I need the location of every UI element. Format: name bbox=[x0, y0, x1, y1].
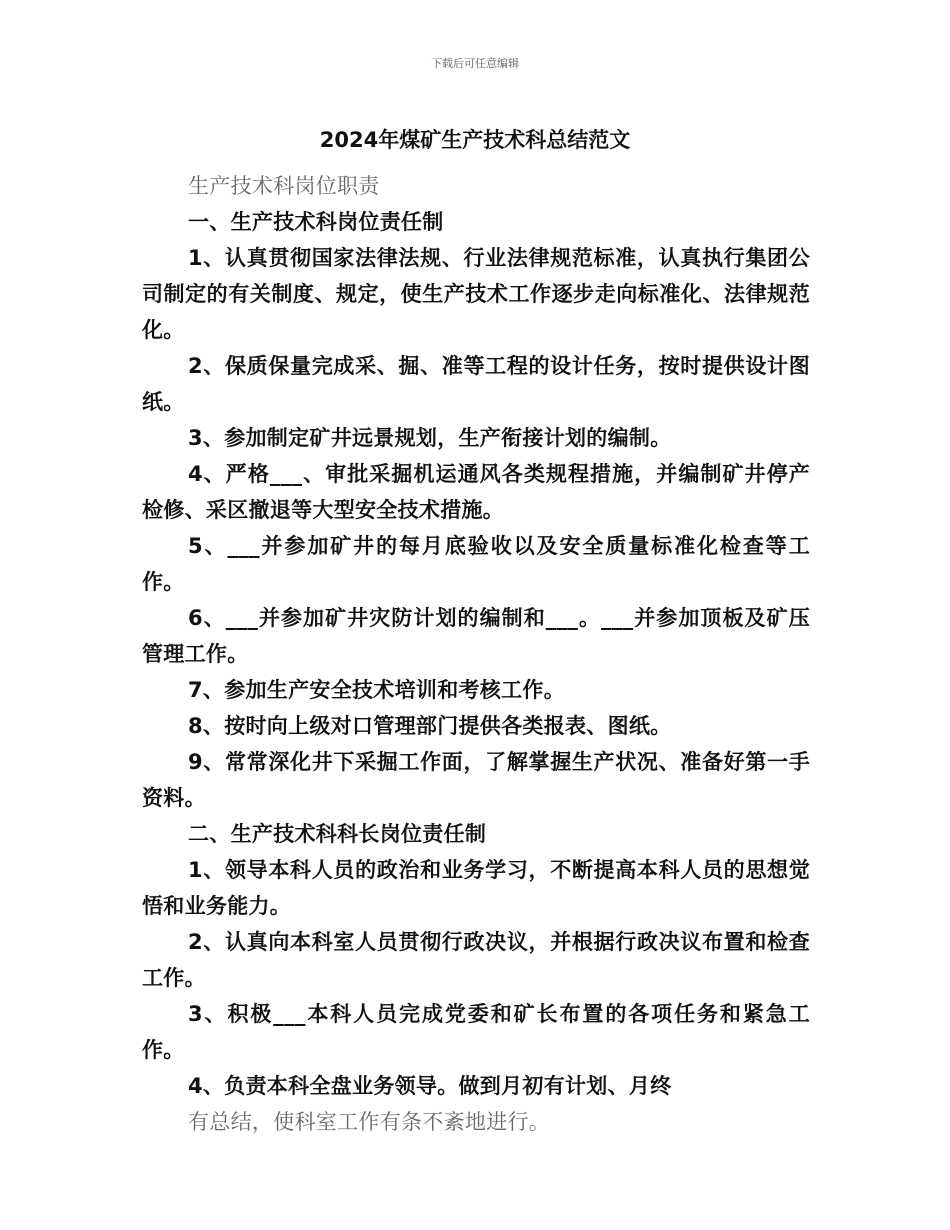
paragraph-item: 1、认真贯彻国家法律法规、行业法律规范标准，认真执行集团公司制定的有关制度、规定，使生产技术工作逐步走向标准化、法律规范化。 bbox=[142, 246, 810, 342]
section-heading-responsibilities: 生产技术科岗位职责 bbox=[188, 174, 380, 198]
document-body bbox=[142, 168, 810, 1140]
paragraph-item: 8、按时向上级对口管理部门提供各类报表、图纸。 bbox=[188, 714, 672, 738]
paragraph-continuation: 有总结，使科室工作有条不紊地进行。 bbox=[188, 1110, 551, 1134]
paragraph-item: 1、领导本科人员的政治和业务学习，不断提高本科人员的思想觉悟和业务能力。 bbox=[142, 858, 810, 918]
paragraph-item: 3、参加制定矿井远景规划，生产衔接计划的编制。 bbox=[188, 426, 672, 450]
document-title: 2024年煤矿生产技术科总结范文 bbox=[319, 128, 631, 152]
section-heading-2: 二、生产技术科科长岗位责任制 bbox=[188, 822, 487, 846]
paragraph-item: 4、严格___、审批采掘机运通风各类规程措施，并编制矿井停产检修、采区撤退等大型安全技术措施。 bbox=[142, 462, 810, 522]
paragraph-item: 2、认真向本科室人员贯彻行政决议，并根据行政决议布置和检查工作。 bbox=[142, 930, 810, 990]
section-heading-1: 一、生产技术科岗位责任制 bbox=[188, 210, 444, 234]
paragraph-item: 6、___并参加矿井灾防计划的编制和___。___并参加顶板及矿压管理工作。 bbox=[142, 606, 810, 666]
paragraph-item: 7、参加生产安全技术培训和考核工作。 bbox=[188, 678, 566, 702]
paragraph-item: 3、积极___本科人员完成党委和矿长布置的各项任务和紧急工作。 bbox=[142, 1002, 810, 1062]
paragraph-item: 4、负责本科全盘业务领导。做到月初有计划、月终 bbox=[188, 1074, 672, 1098]
paragraph-item: 9、常常深化井下采掘工作面，了解掌握生产状况、准备好第一手资料。 bbox=[142, 750, 810, 810]
page-header: 下载后可任意编辑 bbox=[431, 57, 519, 70]
paragraph-item: 2、保质保量完成采、掘、准等工程的设计任务，按时提供设计图纸。 bbox=[142, 354, 810, 414]
paragraph-item: 5、___并参加矿井的每月底验收以及安全质量标准化检查等工作。 bbox=[142, 534, 810, 594]
